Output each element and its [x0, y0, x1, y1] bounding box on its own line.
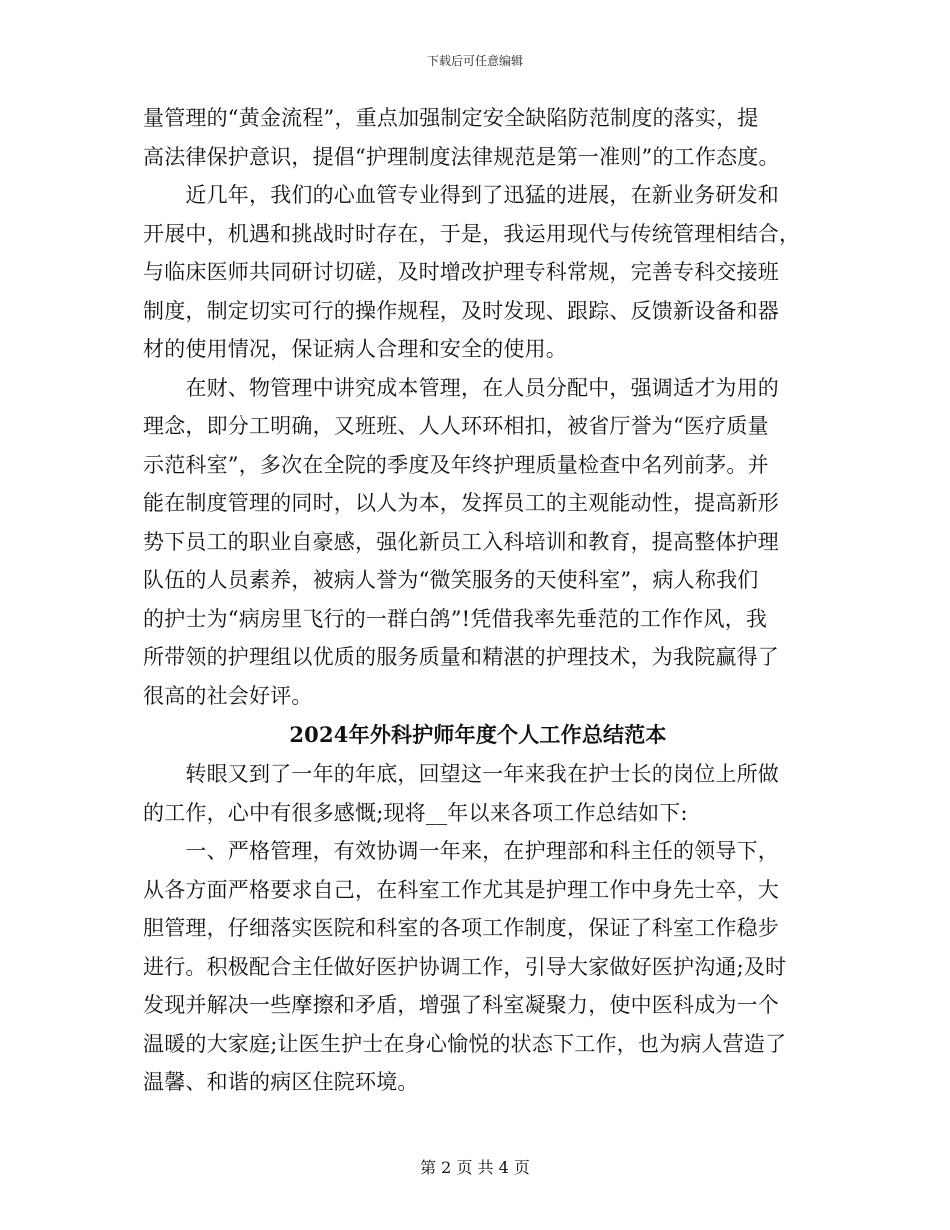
paragraph-line: 温暖的大家庭;让医生护士在身心愉悦的状态下工作，也为病人营造了 — [143, 1031, 787, 1056]
paragraph-line: 的工作，心中有很多感慨;现将__年以来各项工作总结如下: — [143, 800, 688, 825]
page-number-footer: 第 2 页 共 4 页 — [420, 1158, 530, 1177]
paragraph-line: 胆管理，仔细落实医院和科室的各项工作制度，保证了科室工作稳步 — [143, 916, 779, 940]
section-title: 2024年外科护师年度个人工作总结范本 — [289, 722, 667, 747]
paragraph-line: 发现并解决一些摩擦和矛盾，增强了科室凝聚力，使中医科成为一个 — [143, 993, 779, 1017]
paragraph-line: 温馨、和谐的病区住院环境。 — [143, 1070, 419, 1094]
paragraph-2 — [143, 176, 813, 369]
paragraph-line: 量管理的“黄金流程”，重点加强制定安全缺陷防范制度的落实，提 — [143, 106, 759, 130]
paragraph-line: 近几年，我们的心血管专业得到了迅猛的进展，在新业务研发和 — [143, 183, 779, 207]
paragraph-3 — [143, 369, 813, 716]
paragraph-line: 的护士为“病房里飞行的一群白鸽”!凭借我率先垂范的工作作风，我 — [143, 606, 768, 631]
paragraph-line: 制度，制定切实可行的操作规程，及时发现、跟踪、反馈新设备和器 — [143, 298, 779, 323]
header-note: 下载后可任意编辑 — [426, 54, 523, 68]
paragraph-line: 队伍的人员素养，被病人誉为“微笑服务的天使科室”，病人称我们 — [143, 568, 759, 592]
paragraph-line: 与临床医师共同研讨切磋，及时增改护理专科常规，完善专科交接班 — [143, 260, 779, 284]
paragraph-line: 一、严格管理，有效协调一年来，在护理部和科主任的领导下， — [143, 839, 779, 863]
paragraph-1 — [143, 99, 813, 176]
paragraph-line: 示范科室”，多次在全院的季度及年终护理质量检查中名列前茅。并 — [143, 452, 769, 477]
paragraph-line: 所带领的护理组以优质的服务质量和精湛的护理技术，为我院赢得了 — [143, 645, 779, 669]
paragraph-line: 进行。积极配合主任做好医护协调工作，引导大家做好医护沟通;及时 — [143, 954, 787, 979]
paragraph-line: 从各方面严格要求自己，在科室工作尤其是护理工作中身先士卒，大 — [143, 877, 779, 902]
paragraph-line: 转眼又到了一年的年底，回望这一年来我在护士长的岗位上所做 — [143, 762, 779, 786]
paragraph-line: 在财、物管理中讲究成本管理，在人员分配中，强调适才为用的 — [143, 375, 779, 400]
paragraph-line: 势下员工的职业自豪感，强化新员工入科培训和教育，提高整体护理 — [143, 529, 779, 554]
paragraph-4 — [143, 755, 813, 832]
paragraph-line: 材的使用情况，保证病人合理和安全的使用。 — [143, 337, 567, 361]
paragraph-5 — [143, 832, 813, 1102]
paragraph-line: 很高的社会好评。 — [143, 683, 313, 708]
paragraph-line: 能在制度管理的同时，以人为本，发挥员工的主观能动性，提高新形 — [143, 491, 779, 515]
paragraph-line: 开展中，机遇和挑战时时存在，于是，我运用现代与传统管理相结合， — [143, 221, 801, 246]
paragraph-line: 理念，即分工明确，又班班、人人环环相扣，被省厅誉为“医疗质量 — [143, 414, 769, 438]
paragraph-line: 高法律保护意识，提倡“护理制度法律规范是第一准则”的工作态度。 — [143, 144, 780, 169]
document-body — [143, 99, 813, 1102]
